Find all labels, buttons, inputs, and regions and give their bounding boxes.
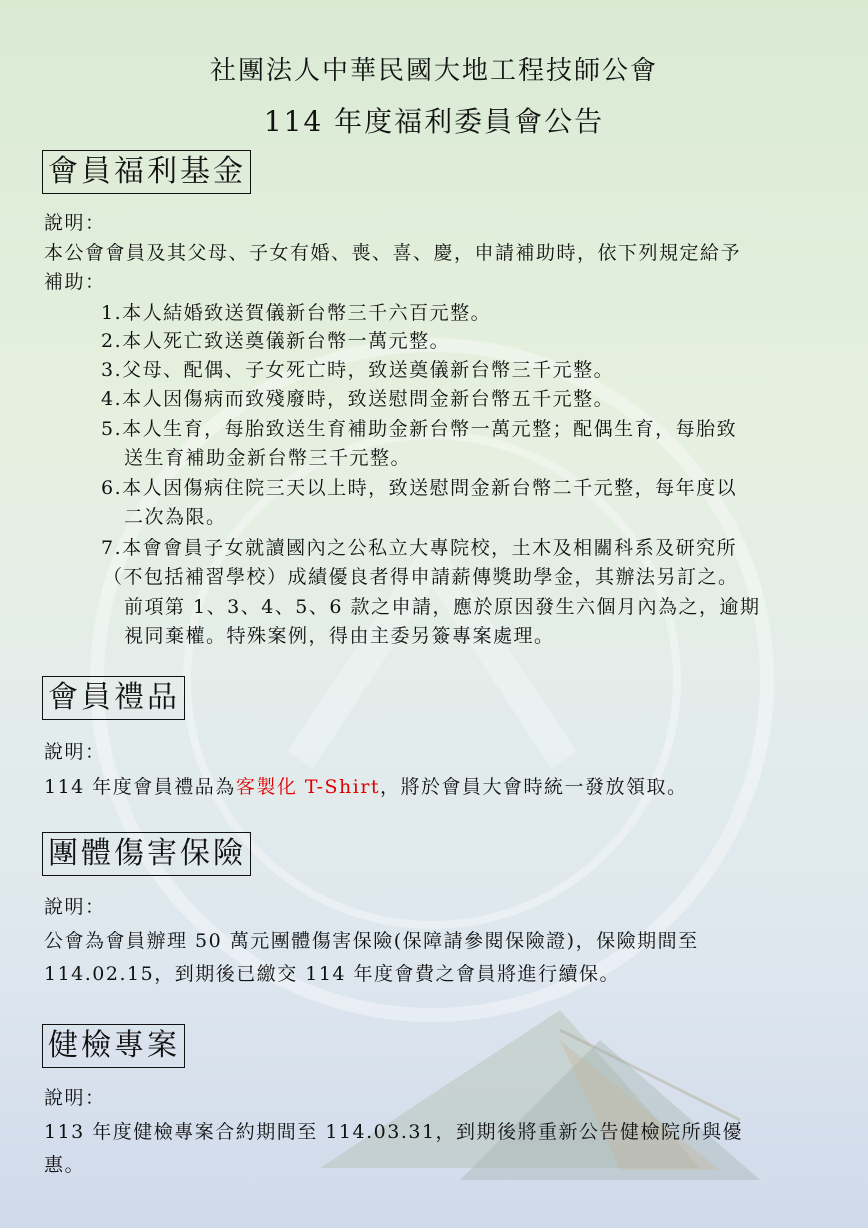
welfare-item-7: 7.本會會員子女就讀國內之公私立大專院校，土木及相關科系及研究所 (101, 537, 738, 559)
welfare-item-5: 5.本人生育，每胎致送生育補助金新台幣一萬元整；配偶生育，每胎致 (101, 418, 738, 440)
gift-text-prefix: 114 年度會員禮品為 (44, 776, 236, 798)
gift-desc-label: 說明： (44, 741, 106, 763)
gift-description (44, 772, 688, 799)
health-desc-label: 說明： (44, 1087, 106, 1109)
welfare-item-2: 2.本人死亡致送奠儀新台幣一萬元整。 (101, 330, 451, 352)
welfare-intro-line-2: 補助： (44, 271, 106, 293)
welfare-item-7-note: 前項第 1、3、4、5、6 款之申請，應於原因發生六個月內為之，逾期 (124, 596, 761, 618)
notice-title: 114 年度福利委員會公告 (263, 105, 605, 138)
health-line-2: 惠。 (44, 1154, 86, 1176)
welfare-item-7-cont: （不包括補習學校）成績優良者得申請薪傳獎助學金，其辦法另訂之。 (103, 566, 739, 588)
welfare-item-6-cont: 二次為限。 (124, 506, 227, 528)
gift-text-suffix: ，將於會員大會時統一發放領取。 (380, 776, 688, 798)
welfare-item-1: 1.本人結婚致送賀儀新台幣三千六百元整。 (101, 302, 492, 324)
section-heading-group-insurance: 團體傷害保險 (42, 832, 251, 876)
welfare-item-4: 4.本人因傷病而致殘廢時，致送慰問金新台幣五千元整。 (101, 388, 615, 410)
organization-name: 社團法人中華民國大地工程技師公會 (209, 56, 658, 86)
insurance-line-2: 114.02.15，到期後已繳交 114 年度會費之會員將進行續保。 (44, 963, 621, 985)
health-line-1: 113 年度健檢專案合約期間至 114.03.31，到期後將重新公告健檢院所與優 (44, 1121, 744, 1143)
insurance-line-1: 公會為會員辦理 50 萬元團體傷害保險(保障請參閱保險證)，保險期間至 (44, 930, 699, 952)
welfare-item-5-cont: 送生育補助金新台幣三千元整。 (124, 447, 412, 469)
welfare-intro-line-1: 本公會會員及其父母、子女有婚、喪、喜、慶，申請補助時，依下列規定給予 (44, 242, 742, 264)
welfare-desc-label: 說明： (44, 212, 106, 234)
welfare-item-7-note-cont: 視同棄權。特殊案例，得由主委另簽專案處理。 (124, 625, 555, 647)
insurance-desc-label: 說明： (44, 896, 106, 918)
gift-highlight: 客製化 T-Shirt (235, 776, 381, 798)
section-heading-welfare-fund: 會員福利基金 (42, 150, 251, 194)
section-heading-member-gift: 會員禮品 (42, 676, 185, 720)
section-heading-health-check: 健檢專案 (42, 1024, 185, 1068)
welfare-item-3: 3.父母、配偶、子女死亡時，致送奠儀新台幣三千元整。 (101, 359, 615, 381)
welfare-item-6: 6.本人因傷病住院三天以上時，致送慰問金新台幣二千元整，每年度以 (101, 477, 738, 499)
